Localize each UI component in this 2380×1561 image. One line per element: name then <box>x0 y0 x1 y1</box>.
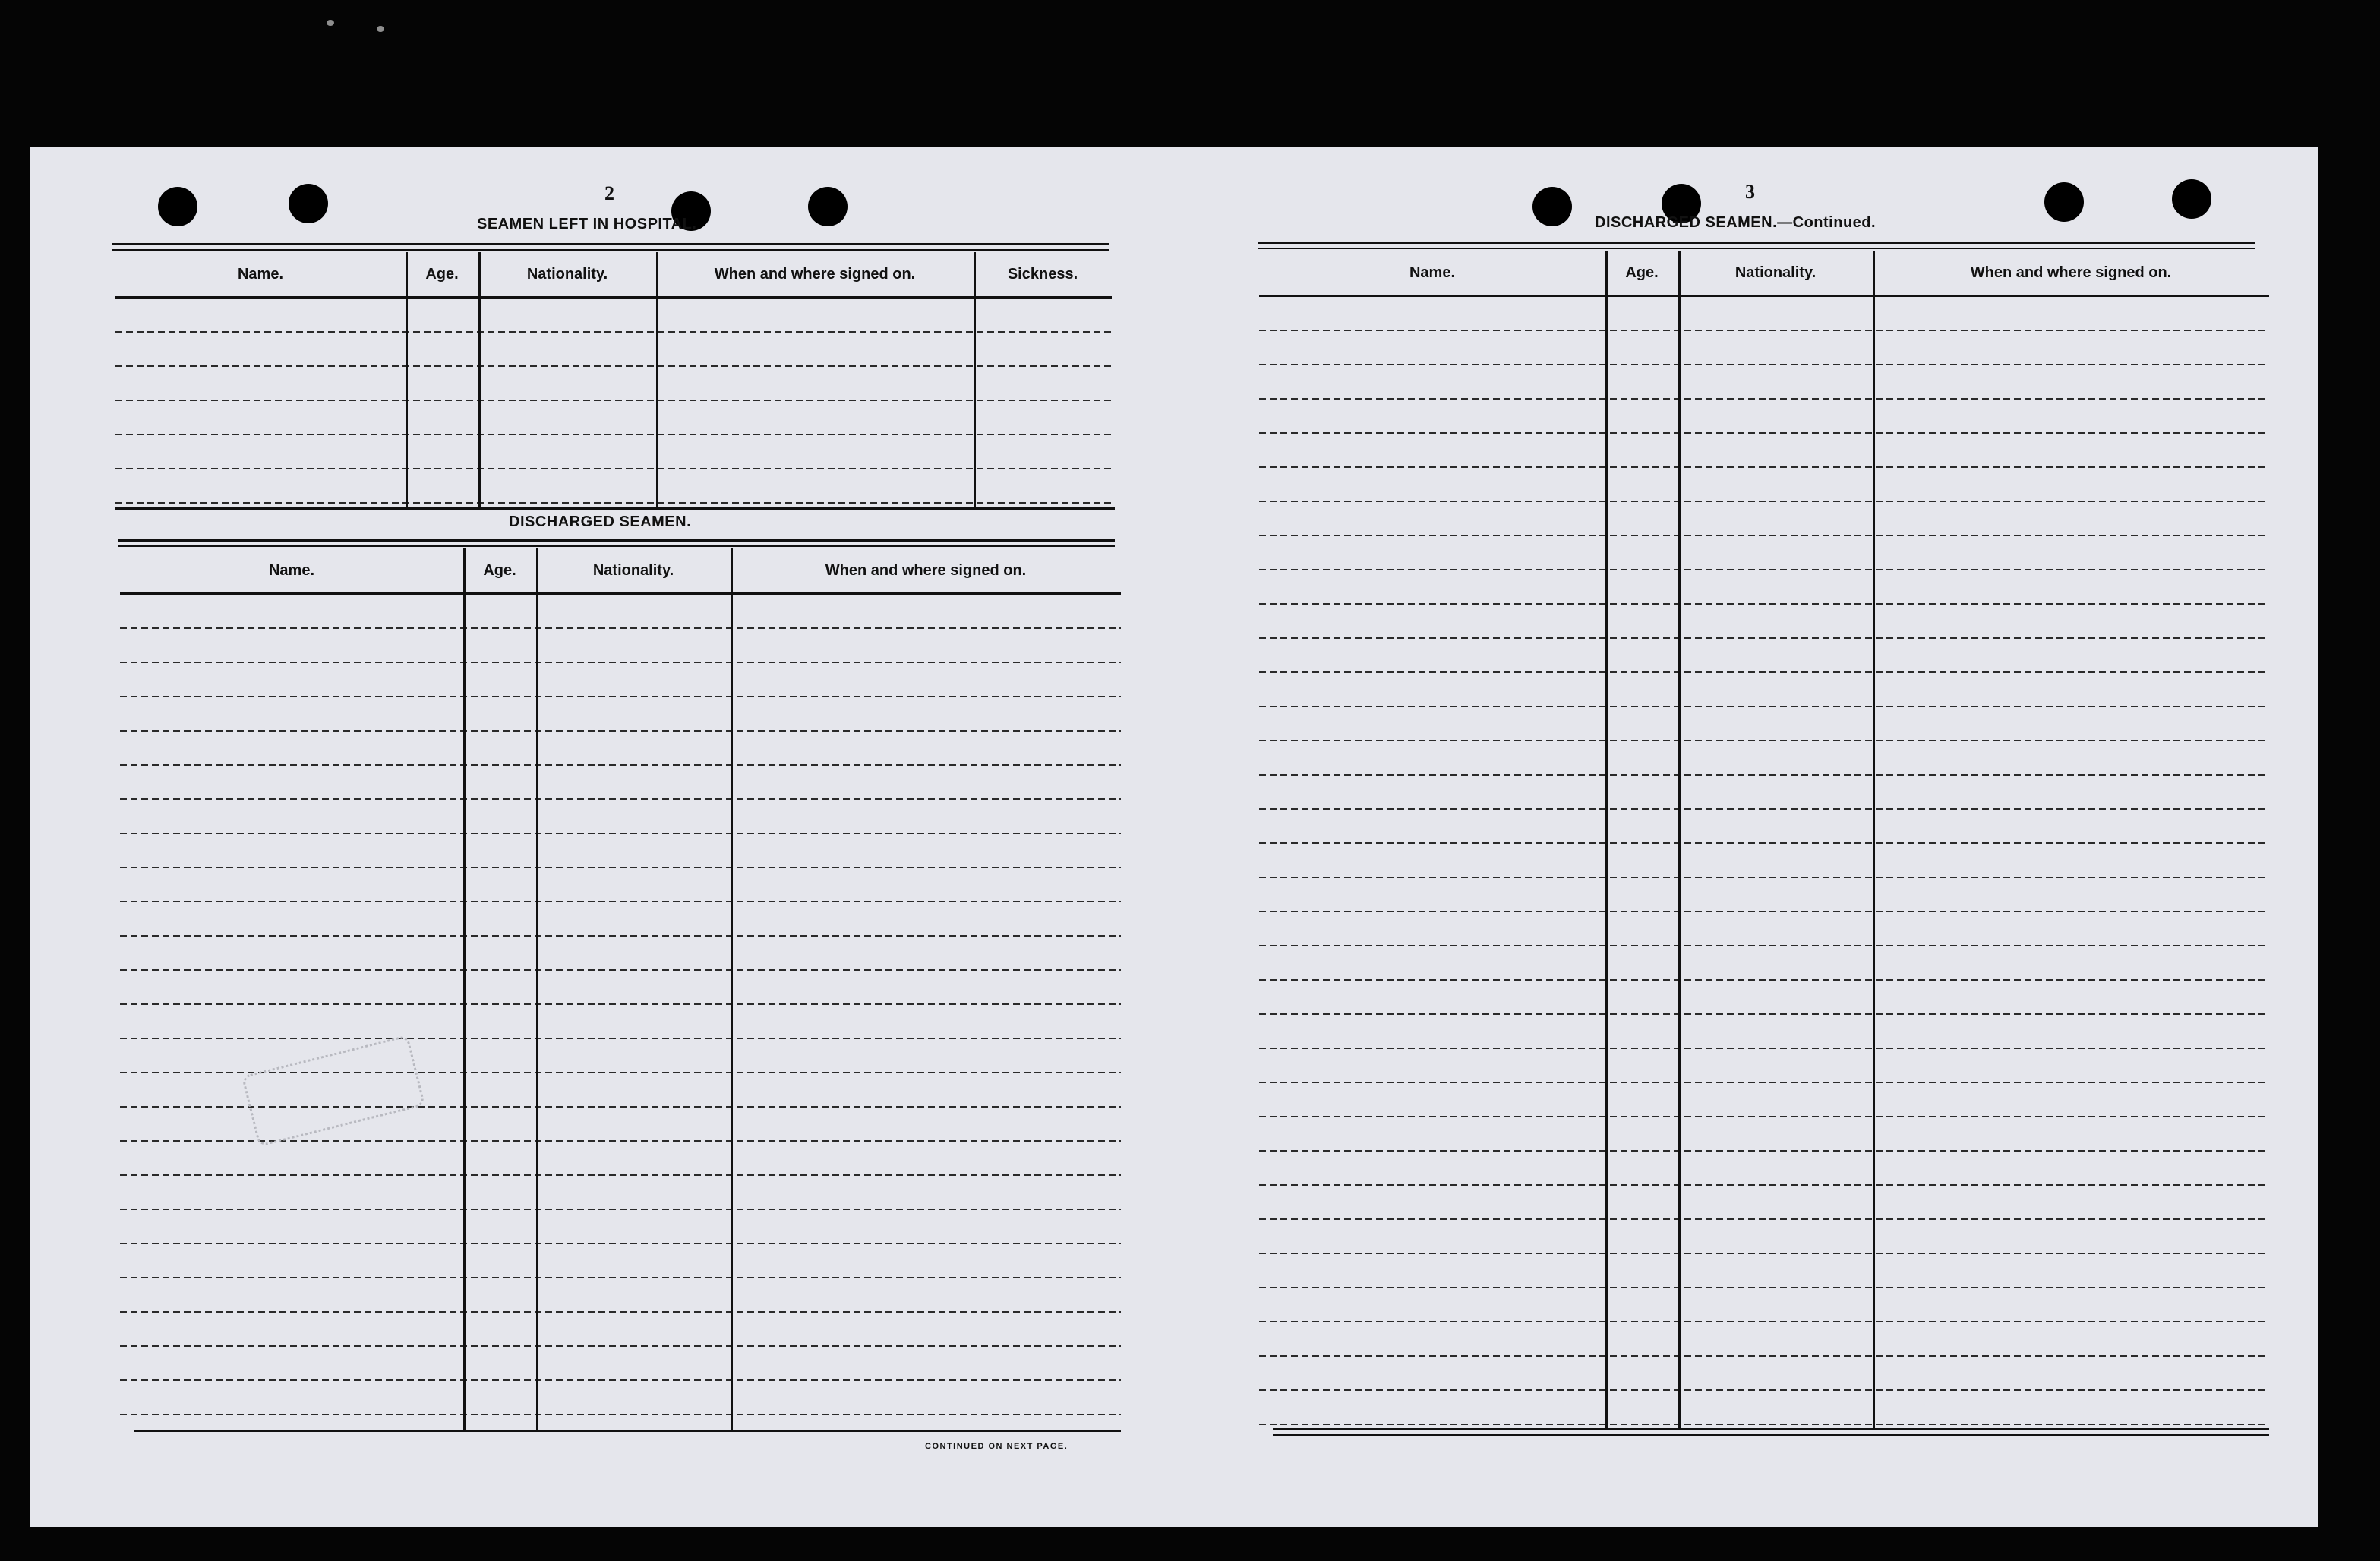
manifest-sheet <box>30 147 2318 1527</box>
column-header-sickness: Sickness. <box>1007 266 1078 283</box>
column-header-nationality: Nationality. <box>526 266 608 283</box>
column-header-age: Age. <box>1625 264 1659 281</box>
column-divider <box>656 252 658 507</box>
column-header-nationality: Nationality. <box>592 562 674 579</box>
discharged-table <box>120 548 1121 1430</box>
column-divider <box>478 252 481 507</box>
bottom-rule <box>1273 1428 2269 1430</box>
column-header-age: Age. <box>425 266 459 283</box>
hospital-table <box>115 252 1112 507</box>
column-divider <box>406 252 408 507</box>
column-header-name: Name. <box>1409 264 1456 281</box>
punch-hole <box>289 184 328 223</box>
section-double-rule <box>118 539 1115 542</box>
ruled-rows <box>1259 297 2269 1428</box>
column-divider <box>463 548 466 1430</box>
discharged-continued-table <box>1259 251 2269 1428</box>
column-divider <box>1678 251 1681 1428</box>
punch-hole <box>158 187 197 226</box>
bottom-rule <box>134 1430 1121 1432</box>
continued-footer: CONTINUED ON NEXT PAGE. <box>925 1442 1068 1451</box>
punch-hole <box>1532 187 1572 226</box>
discharged-continued-title: DISCHARGED SEAMEN.—Continued. <box>1595 214 1877 231</box>
bottom-rule <box>1273 1434 2269 1436</box>
top-double-rule <box>1258 242 2255 244</box>
ruled-rows <box>120 595 1121 1430</box>
top-double-rule <box>1258 248 2255 249</box>
section-double-rule <box>118 545 1115 547</box>
column-header-name: Name. <box>268 562 315 579</box>
ruled-rows <box>115 299 1112 507</box>
top-double-rule <box>112 249 1109 251</box>
punch-hole <box>2044 182 2084 222</box>
discharged-section-title: DISCHARGED SEAMEN. <box>509 513 692 530</box>
column-header-signed-on: When and where signed on. <box>1970 264 2172 281</box>
column-divider <box>536 548 538 1430</box>
column-header-age: Age. <box>483 562 516 579</box>
dust-speck <box>377 26 384 32</box>
column-header-signed-on: When and where signed on. <box>825 562 1027 579</box>
column-divider <box>1873 251 1875 1428</box>
column-header-nationality: Nationality. <box>1734 264 1817 281</box>
page-number: 3 <box>1745 181 1755 203</box>
column-divider <box>731 548 733 1430</box>
punch-hole <box>808 187 848 226</box>
section-rule <box>115 507 1115 510</box>
top-double-rule <box>112 243 1109 245</box>
hospital-section-title: SEAMEN LEFT IN HOSPITAL. <box>477 216 697 232</box>
column-header-name: Name. <box>237 266 284 283</box>
page-number: 2 <box>604 182 614 204</box>
dust-speck <box>327 20 334 26</box>
column-divider <box>974 252 976 507</box>
column-divider <box>1605 251 1608 1428</box>
column-header-signed-on: When and where signed on. <box>714 266 916 283</box>
punch-hole <box>2172 179 2211 219</box>
